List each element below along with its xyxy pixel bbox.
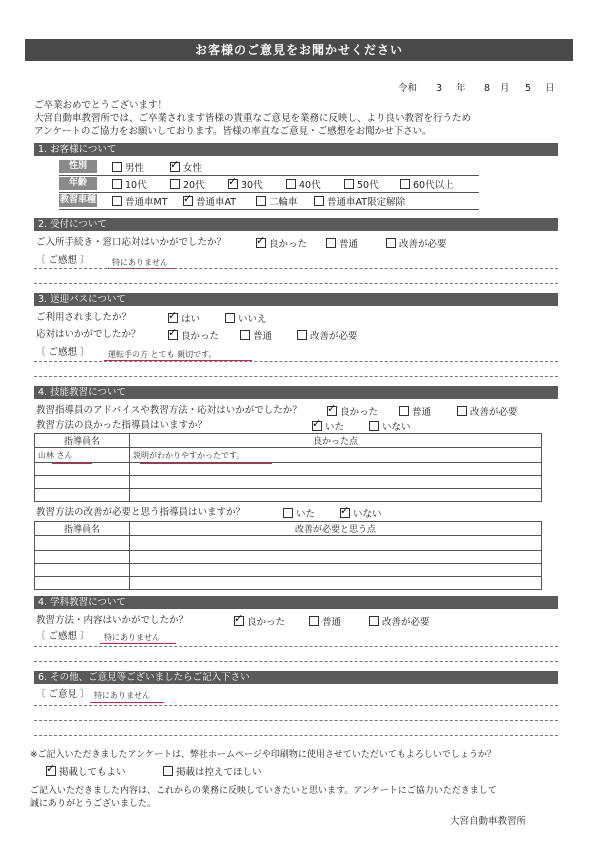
age-30s[interactable]: ✓ 30代 — [228, 179, 263, 191]
s3-impression-label: 〔 ご感想 〕 — [36, 347, 90, 358]
col-good-point: 良かった点 — [130, 434, 542, 448]
date-year-unit: 年 — [456, 83, 466, 94]
s6-opinion-label: 〔 ご意見 〕 — [36, 689, 90, 700]
s5-opt-good[interactable]: ✓ 良かった — [234, 616, 285, 628]
age-50s[interactable]: 50代 — [344, 179, 379, 191]
s4-q1-normal[interactable]: 普通 — [399, 406, 431, 418]
s3-q1-no[interactable]: いいえ — [225, 313, 267, 325]
instructor-cell[interactable]: 山林 さん — [35, 448, 130, 463]
s2-opt-good[interactable]: ✓ 良かった — [256, 238, 307, 250]
s4-q2: 教習方法の良かった指導員はいますか？ — [36, 420, 208, 431]
date-year: 3 — [436, 83, 443, 94]
section-2-heading: 2. 受付について — [34, 218, 558, 231]
date-month-unit: 月 — [500, 83, 510, 94]
checkbox-male[interactable] — [112, 162, 122, 172]
col-improve-point: 改善が必要と思う点 — [130, 522, 542, 536]
page-title: お客様のご意見をお聞かせください — [25, 39, 573, 61]
section-6-heading: 6. その他、ご意見等ございましたらご記入下さい — [34, 671, 558, 684]
signature: 大宮自動車教習所 — [450, 816, 527, 827]
col-instructor-2: 指導員名 — [35, 522, 130, 536]
course-motorcycle[interactable]: 二輪車 — [256, 196, 298, 208]
s4-q1-improve[interactable]: 改善が必要 — [457, 406, 518, 418]
good-instructor-table — [34, 433, 542, 502]
s4-q2-no[interactable]: いない — [369, 421, 411, 433]
section-1-heading: 1. お客様について — [34, 143, 558, 156]
course-at-limit-release[interactable]: 普通車AT限定解除 — [314, 196, 405, 208]
consent-yes[interactable]: ✓掲載してもよい — [46, 766, 126, 778]
intro-line-1: ご卒業おめでとうございます！ — [34, 100, 168, 111]
intro-line-2: 大宮自動車教習所では、ご卒業されます皆様の貴重なご意見を業務に反映し、より良い教習を行うため — [34, 113, 472, 124]
age-label: 年齢 — [59, 177, 97, 190]
checkbox-female[interactable] — [170, 162, 180, 172]
s3-q2: 応対はいかがでしたか？ — [36, 329, 141, 340]
age-20s[interactable]: 20代 — [170, 179, 205, 191]
consent-no[interactable]: 掲載は控えてほしい — [163, 766, 262, 778]
s3-impression[interactable]: 運転手の方 とても 親切です。 — [108, 350, 217, 359]
s4-q1: 教習指導員のアドバイスや教習方法・応対はいかがでしたか？ — [36, 405, 302, 416]
gender-female[interactable]: ✓ 女性 — [170, 162, 202, 174]
closing-line-2: 誠にありがとうございました。 — [30, 799, 157, 809]
course-at[interactable]: ✓ 普通車AT — [183, 196, 236, 208]
s2-question: ご入所手続き・窓口応対はいかがでしたか？ — [36, 237, 227, 248]
s5-opt-improve[interactable]: 改善が必要 — [369, 616, 430, 628]
s2-impression-label: 〔 ご感想 〕 — [36, 255, 90, 266]
gender-label: 性別 — [59, 160, 97, 173]
s3-q1: ご利用されましたか？ — [36, 312, 132, 323]
gender-male[interactable]: 男性 — [112, 162, 144, 174]
section-3-heading: 3. 送迎バスについて — [34, 293, 558, 306]
course-label: 教習車種 — [59, 195, 96, 205]
course-mt[interactable]: 普通車MT — [112, 196, 168, 208]
date-day: 5 — [525, 83, 532, 94]
date-month: 8 — [484, 83, 491, 94]
s3-q2-normal[interactable]: 普通 — [240, 330, 272, 342]
good-point-cell[interactable]: 説明がわかりやすかったです。 — [130, 448, 542, 463]
s2-impression[interactable]: 特にありません — [112, 258, 168, 267]
improve-instructor-table — [34, 521, 542, 590]
date-era: 令和 — [398, 83, 418, 94]
s4-q3: 教習方法の改善が必要と思う指導員はいますか？ — [36, 507, 246, 518]
s6-opinion[interactable]: 特にありません — [94, 691, 150, 700]
age-10s[interactable]: 10代 — [112, 179, 147, 191]
s4-q1-good[interactable]: ✓ 良かった — [327, 406, 378, 418]
intro-line-3: アンケートのご協力をお願いしております。皆様の率直なご意見・ご感想をお聞かせ下さい。 — [34, 126, 432, 137]
s3-q1-yes[interactable]: ✓ はい — [168, 313, 200, 325]
date-day-unit: 日 — [545, 83, 555, 94]
s2-opt-improve[interactable]: 改善が必要 — [386, 238, 447, 250]
s2-opt-normal[interactable]: 普通 — [326, 238, 358, 250]
age-60s-plus[interactable]: 60代以上 — [400, 179, 454, 191]
s5-impression[interactable]: 特にありません — [104, 633, 160, 642]
section-4-heading: 4. 技能教習について — [34, 386, 558, 399]
s5-opt-normal[interactable]: 普通 — [309, 616, 341, 628]
s4-q3-yes[interactable]: いた — [283, 508, 315, 520]
s5-impression-label: 〔 ご感想 〕 — [36, 631, 90, 642]
s3-q2-improve[interactable]: 改善が必要 — [297, 330, 358, 342]
s3-q2-good[interactable]: ✓ 良かった — [168, 330, 219, 342]
age-40s[interactable]: 40代 — [286, 179, 321, 191]
consent-text: ※ご記入いただきましたアンケートは、弊社ホームページや印刷物に使用させていただいてもよろしいでしょうか？ — [30, 750, 496, 760]
s4-q3-no[interactable]: ✓ いない — [340, 508, 382, 520]
col-instructor: 指導員名 — [35, 434, 130, 448]
closing-line-1: ご記入いただきました内容は、これからの業務に反映していきたいと思います。アンケートにご協力いただきまして — [30, 786, 497, 796]
s4-q2-yes[interactable]: ✓ いた — [312, 421, 344, 433]
s5-question: 教習方法・内容はいかがでしたか？ — [36, 615, 189, 626]
section-5-heading: 4. 学科教習について — [34, 596, 558, 609]
